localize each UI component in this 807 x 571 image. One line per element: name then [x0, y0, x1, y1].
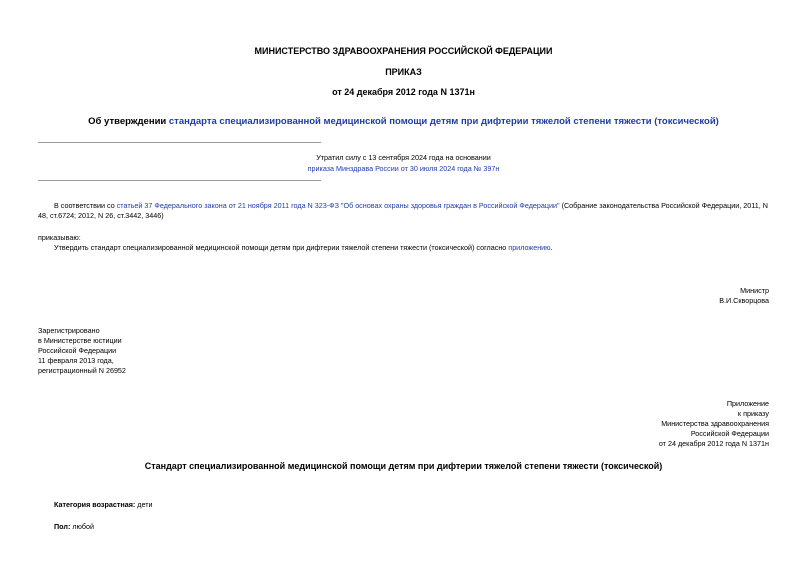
appendix-line: Российской Федерации	[690, 429, 769, 438]
sex-value: любой	[70, 522, 95, 531]
age-category	[54, 500, 153, 510]
document-title	[0, 116, 807, 127]
repeal-order-link[interactable]: приказа Минздрава России от 30 июля 2024 года № 397н	[307, 164, 500, 173]
order-text-suffix: .	[550, 243, 553, 252]
document-date-number: от 24 декабря 2012 года N 1371н	[332, 87, 475, 97]
preamble-prefix: В соответствии со	[54, 201, 117, 210]
appendix-line: от 24 декабря 2012 года N 1371н	[658, 439, 769, 448]
appendix-line: Приложение	[726, 399, 769, 408]
order-word: приказываю:	[38, 233, 81, 242]
standard-title-link[interactable]: стандарта специализированной медицинской помощи детям при дифтерии тяжелой степени тяжести (токсической)	[168, 116, 719, 127]
divider-bottom	[38, 180, 321, 181]
divider-top	[38, 142, 321, 143]
age-category-label: Категория возрастная:	[54, 500, 136, 509]
title-prefix: Об утверждении	[88, 116, 169, 127]
preamble-suffix: (Собрание законодательства Российской Федерации, 2011, N 48, ст.6724; 2012, N 26, ст.3442, 3446)	[38, 201, 768, 220]
document-type: ПРИКАЗ	[385, 67, 422, 77]
sex-label: Пол:	[54, 522, 71, 531]
registration-block	[38, 326, 126, 376]
federal-law-link[interactable]: статьей 37 Федерального закона от 21 ноября 2011 года N 323-ФЗ "Об основах охраны здоровья граждан в Российской Федерации"	[116, 201, 560, 210]
signature-title: Министр	[740, 286, 769, 295]
standard-heading: Стандарт специализированной медицинской помощи детям при дифтерии тяжелой степени тяжести (токсической)	[144, 461, 663, 471]
appendix-line: Министерства здравоохранения	[661, 419, 769, 428]
registration-line: 11 февраля 2013 года,	[38, 356, 114, 365]
registration-line: регистрационный N 26952	[38, 366, 126, 375]
appendix-link[interactable]: приложению	[508, 243, 551, 252]
ministry-heading: МИНИСТЕРСТВО ЗДРАВООХРАНЕНИЯ РОССИЙСКОЙ ФЕДЕРАЦИИ	[254, 46, 553, 56]
order-text-prefix: Утвердить стандарт специализированной медицинской помощи детям при дифтерии тяжелой степени тяжести (токсической) согласно	[54, 243, 509, 252]
registration-line: в Министерстве юстиции	[38, 336, 122, 345]
order-paragraph	[38, 243, 770, 253]
registration-line: Зарегистрировано	[38, 326, 100, 335]
appendix-block	[659, 399, 769, 449]
sex-category	[54, 522, 94, 532]
registration-line: Российской Федерации	[38, 346, 117, 355]
preamble-paragraph	[38, 201, 770, 221]
notice-line: Утратил силу с 13 сентября 2024 года на основании	[316, 153, 491, 162]
age-category-value: дети	[135, 500, 153, 509]
appendix-line: к приказу	[737, 409, 769, 418]
signature-name: В.И.Скворцова	[719, 296, 769, 305]
